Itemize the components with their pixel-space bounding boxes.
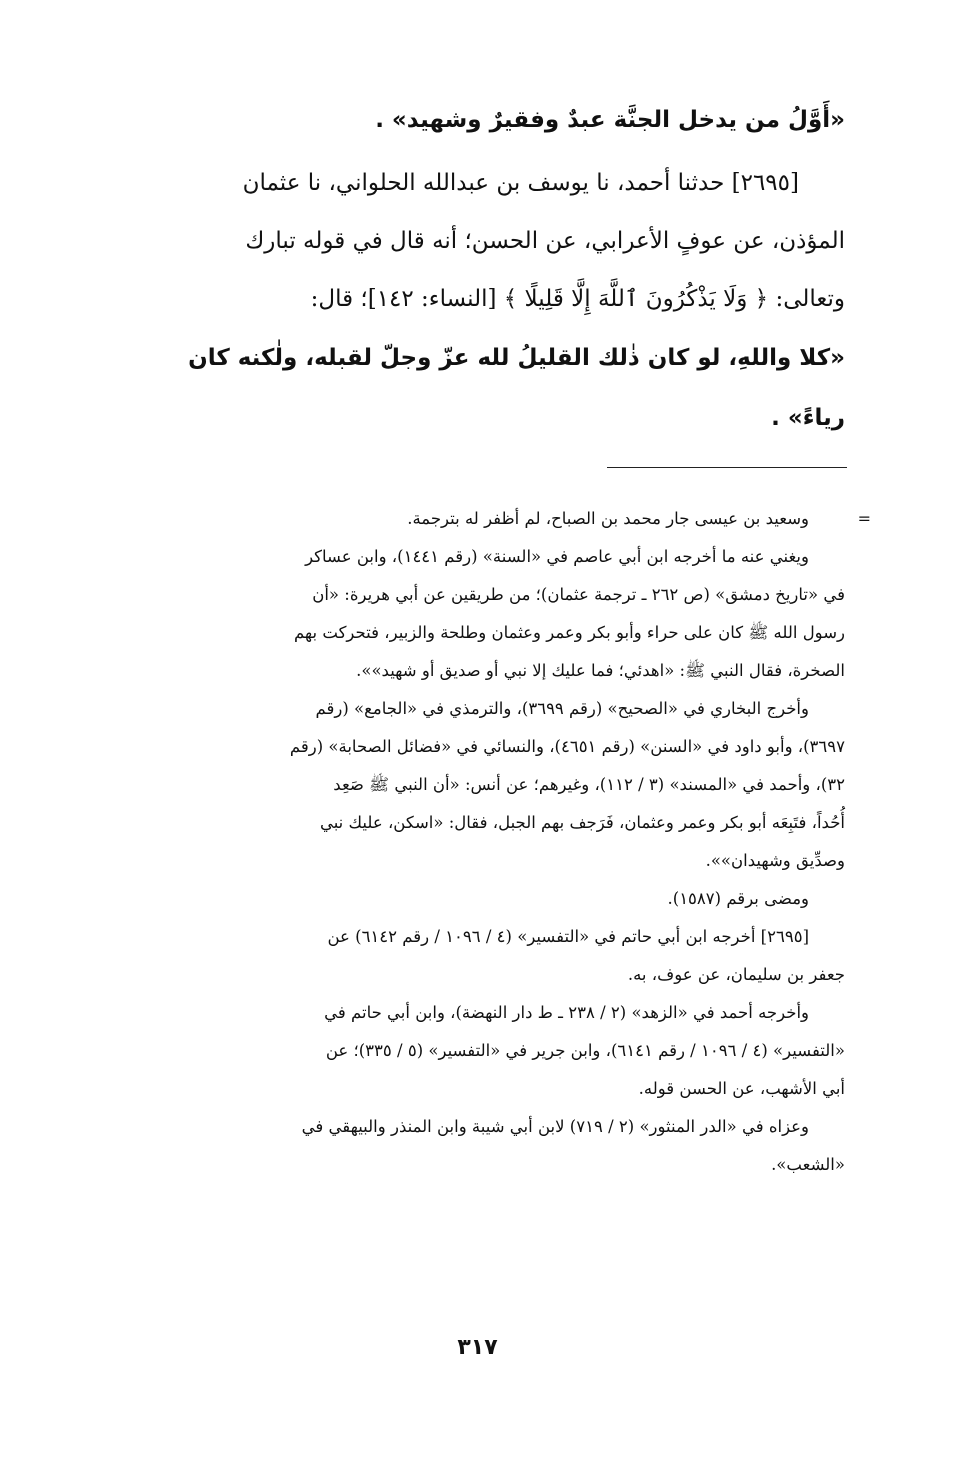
footnote-line: ومضى برقم (١٥٨٧). [667,889,809,908]
hadith-2695-line-2: المؤذن، عن عوفٍ الأعرابي، عن الحسن؛ أنه قال في قوله تبارك [245,228,845,254]
footnote-line: في «تاريخ دمشق» (ص ٢٦٢ ـ ترجمة عثمان)؛ من طريقين عن أبي هريرة: «أن [312,585,845,604]
hadith-2695-line-1: [٢٦٩٥] حدثنا أحمد، نا يوسف بن عبدالله الحلواني، نا عثمان [242,170,799,196]
footnote-line: وأخرجه أحمد في «الزهد» (٢ / ٢٣٨ ـ ط دار النهضة)، وابن أبي حاتم في [324,1003,809,1022]
quote-first: «أَوَّلُ من يدخل الجنَّة عبدٌ وفقيرٌ وشهيد» . [375,107,845,133]
footnote-line: «الشعب». [771,1155,845,1174]
footnote-line: وصدِّيق وشهيدان»». [705,851,845,870]
footnote-line: جعفر بن سليمان، عن عوف، به. [627,965,845,984]
hadith-2695-line-3: وتعالى: ﴿ وَلَا يَذْكُرُونَ ٱللَّهَ إِلَّا قَلِيلًا ﴾ [النساء: ١٤٢]؛ قال: [310,286,845,312]
footnote-line: أُحُداً، فتَبِعَه أبو بكر وعمر وعثمان، فَرَجف بهم الجبل، فقال: «اسكن، عليك نبي [319,813,845,832]
footnote-line: وسعيد بن عيسى جار محمد بن الصباح، لم أظفر له بترجمة. [407,509,809,528]
footnotes [110,500,871,1184]
footnote-separator [607,467,847,468]
quote-second-line-2: رياءً» . [771,405,845,431]
footnote-line: وأخرج البخاري في «الصحيح» (رقم ٣٦٩٩)، والترمذي في «الجامع» (رقم [315,699,809,718]
footnote-line: رسول الله ﷺ كان على حراء وأبو بكر وعمر وعثمان وطلحة والزبير، فتحركت بهم [293,623,845,642]
quote-second-line-1: «كلا واللهِ، لو كان ذٰلك القليلُ لله عزّ وجلّ لقبله، ولٰكنه كان [188,345,845,371]
footnote-line: أبي الأشهب، عن الحسن قوله. [638,1079,845,1098]
footnote-line: [٢٦٩٥] أخرجه ابن أبي حاتم في «التفسير» (٤ / ١٠٩٦ / رقم ٦١٤٢) عن [327,927,809,946]
footnote-line: ٣٢)، وأحمد في «المسند» (٣ / ١١٢)، وغيرهم؛ عن أنس: «أن النبي ﷺ صَعِد [333,775,845,794]
page-number: ٣١٧ [457,1335,498,1360]
footnote-line: ويغني عنه ما أخرجه ابن أبي عاصم في «السنة» (رقم ١٤٤١)، وابن عساكر [305,547,809,566]
footnote-line: ٣٦٩٧)، وأبو داود في «السنن» (رقم ٤٦٥١)، والنسائي في «فضائل الصحابة» (رقم [289,737,845,756]
footnote-line: وعزاه في «الدر المنثور» (٢ / ٧١٩) لابن أبي شيبة وابن المنذر والبيهقي في [301,1117,809,1136]
main-text [110,92,845,448]
continuation-marker: = [857,509,871,528]
footnote-line: الصخرة، فقال النبي ﷺ: «اهدئي؛ فما عليك إلا نبي أو صديق أو شهيد»». [356,661,845,680]
footnote-line: «التفسير» (٤ / ١٠٩٦ / رقم ٦١٤١)، وابن جرير في «التفسير» (٥ / ٣٣٥)؛ عن [325,1041,845,1060]
